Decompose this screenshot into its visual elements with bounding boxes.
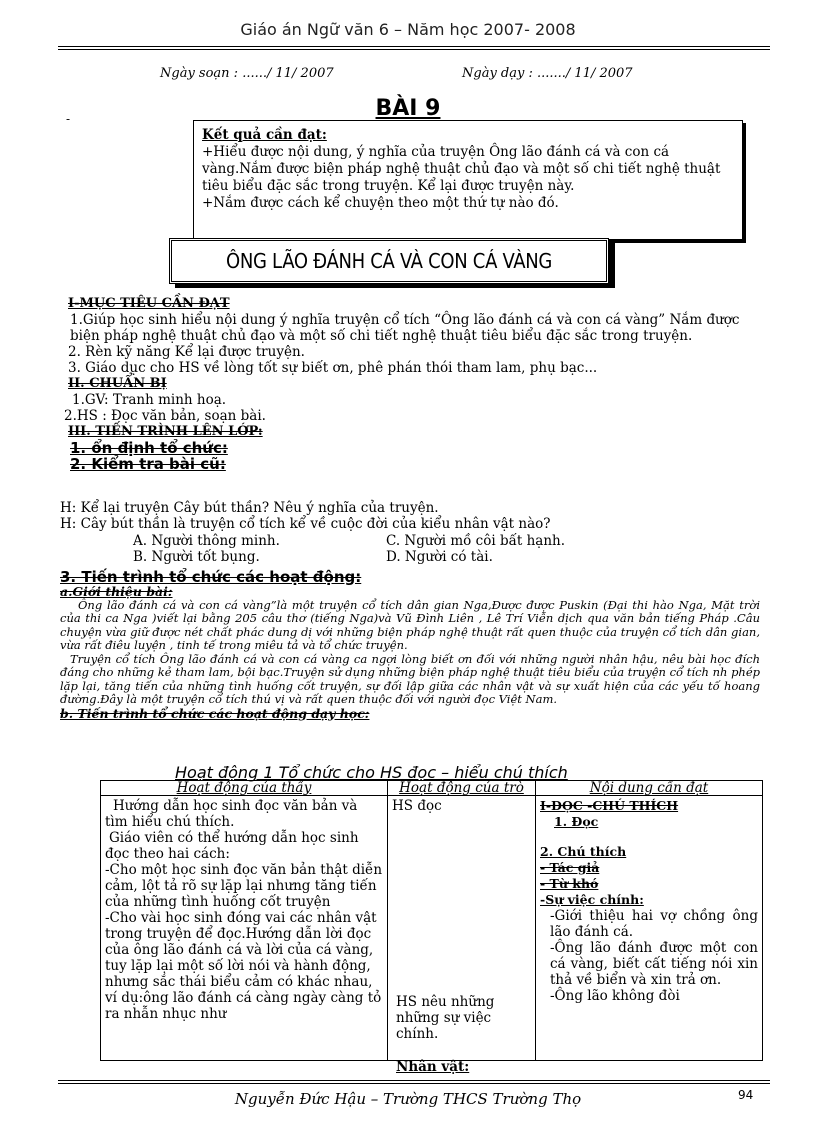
activities-heading: b. Tiến trình tổ chức các hoạt động dạy học: [60, 705, 370, 721]
story-title-box [169, 238, 609, 284]
prep-teacher: 1.GV: Tranh minh hoạ. [72, 392, 227, 408]
objective-2: 2. Rèn kỹ năng Kể lại được truyện. [68, 344, 305, 360]
student-line-1: HS đọc [392, 798, 442, 814]
header-rule [58, 46, 770, 47]
spacer [540, 830, 758, 844]
table-header-row [101, 781, 763, 796]
teacher-line: Hướng dẫn học sinh đọc văn bản và tìm hiểu chú thích. [105, 798, 358, 830]
content-heading-2: 2. Chú thích [540, 844, 627, 859]
learning-outcomes-box [193, 120, 743, 240]
content-heading-1: I-ĐỌC -CHÚ THÍCH [540, 798, 679, 813]
intro-heading: a.Giới thiệu bài: [60, 584, 173, 599]
footer-rule [58, 1080, 770, 1081]
event-3: -Ông lão không đòi [550, 988, 680, 1004]
stray-dash: - [66, 112, 71, 126]
question-1: H: Kể lại truyện Cây bút thần? Nêu ý nghĩa của truyện. [60, 500, 439, 516]
review-questions [60, 500, 760, 532]
col-header-content: Nội dung cần đạt [536, 781, 763, 796]
content-author: - Tác giả [540, 860, 600, 875]
objective-3: 3. Giáo dục cho HS về lòng tốt sự biết ơn, phê phán thói tham lam, phụ bạc... [68, 360, 598, 376]
content-vocab: - Từ khó [540, 876, 599, 891]
col-header-student: Hoạt động của trò [388, 781, 536, 796]
page-header: Giáo án Ngữ văn 6 – Năm học 2007- 2008 [240, 20, 576, 39]
question-2: H: Cây bút thần là truyện cổ tích kể về cuộc đời của kiểu nhân vật nào? [60, 516, 551, 532]
student-line-2: HS nêu những những sự việc chính. [396, 994, 495, 1042]
step-3: 3. Tiến trình tổ chức các hoạt động: [60, 568, 362, 586]
intro-para-1: Ông lão đánh cá và con cá vàng”là một truyện cổ tích dân gian Nga,Được được Puskin (Đại thi hào Nga, Mặt trời của thi ca Nga )viết lại bằng 205 câu thơ (tiếng Nga)và Vũ Đình Liên , Lê Trí Viễn dịch qua văn bản tiếng Pháp .Câu chuyện vừa giữ được nét chất phác dung dị với những biện pháp nghệ thuật rất quen thuộc của truyện cổ tích dân gian, vừa rất điêu luyện , tinh tế trong miêu tả và tổ chức truyện. [60, 597, 760, 652]
content-cell [536, 796, 763, 1061]
teacher-line: Giáo viên có thể hướng dẫn học sinh đọc theo hai cách: [105, 830, 359, 862]
footer-author: Nguyễn Đức Hậu – Trường THCS Trường Thọ [234, 1090, 582, 1108]
section-objectives [64, 296, 758, 473]
table-row [101, 796, 763, 1061]
option-d: D. Người có tài. [386, 549, 493, 565]
step-2: 2. Kiểm tra bài cũ: [70, 455, 226, 473]
story-title: ÔNG LÃO ĐÁNH CÁ VÀ CON CÁ VÀNG [225, 249, 553, 273]
date-prepared: Ngày soạn : ....../ 11/ 2007 [160, 66, 334, 81]
outcome-2: +Nắm được cách kể chuyện theo một thứ tự nào đó. [202, 195, 559, 211]
content-read: 1. Đọc [554, 814, 599, 829]
option-a: A. Người thông minh. [133, 533, 280, 549]
objectives-heading: I-MỤC TIÊU CẦN ĐẠT [68, 296, 230, 311]
teacher-cell [101, 796, 388, 1061]
activity-1-title: Hoạt động 1 Tổ chức cho HS đọc – hiểu chú thích [175, 763, 568, 782]
footer-rule-2 [58, 1083, 770, 1084]
event-2: -Ông lão đánh được một con cá vàng, biết cất tiếng nói xin thả về biển và xin trả ơn. [550, 940, 758, 988]
student-cell [388, 796, 536, 1075]
header-rule-2 [58, 49, 770, 50]
objective-1: 1.Giúp học sinh hiểu nội dung ý nghĩa truyện cổ tích “Ông lão đánh cá và con cá vàng” Nắm được biện pháp nghệ thuật chủ đạo và một số chi tiết nghệ thuật tiêu biểu đặc sắc trong truyện. [70, 312, 740, 344]
student-line-3: Nhân vật: [396, 1059, 470, 1075]
step-1: 1. ổn định tổ chức: [70, 439, 228, 457]
teacher-line: -Cho vài học sinh đóng vai các nhân vật trong truyện để đọc.Hướng dẫn lời đọc của ông lão đánh cá và lời của cá vàng, tuy lặp lại một số lời nói và hành động, nhưng sắc thái biểu cảm có khác nhau, ví dụ:ông lão đánh cá càng ngày càng tỏ ra nhẫn nhục như [105, 910, 382, 1022]
lesson-number: BÀI 9 [375, 96, 441, 121]
procedure-heading: III. TIẾN TRÌNH LÊN LỚP: [68, 424, 263, 439]
option-b: B. Người tốt bụng. [133, 549, 260, 565]
date-taught: Ngày dạy : ......./ 11/ 2007 [462, 66, 633, 81]
page-number: 94 [738, 1088, 754, 1102]
activity-table [100, 780, 763, 1075]
option-c: C. Người mồ côi bất hạnh. [386, 533, 566, 549]
outcomes-title: Kết quả cần đạt: [202, 127, 327, 143]
intro-section [60, 585, 760, 720]
intro-para-2: Truyện cổ tích Ông lão đánh cá và con cá vàng ca ngợi lòng biết ơn đối với những người nhân hậu, nêu bài học đích đáng cho những kẻ tham lam, bội bạc.Truyện sử dụng những biện pháp nghệ thuật tiêu biểu của truyện cổ tích nh phép lặp lại, tăng tiến của những tình huống cốt truyện, sự đối lập giữa các nhân vật và sự xuất hiện của các yếu tố hoang đường.Đây là một truyện cổ tích thú vị và rất quen thuộc đối với người đọc Việt Nam. [60, 651, 760, 706]
col-header-teacher: Hoạt động của thầy [101, 781, 388, 796]
outcome-1: +Hiểu được nội dung, ý nghĩa của truyện Ông lão đánh cá và con cá vàng.Nắm được biện pháp nghệ thuật chủ đạo và một số chi tiết nghệ thuật tiêu biểu đặc sắc trong truyện. Kể lại được truyện này. [202, 144, 721, 194]
preparation-heading: II. CHUẨN BỊ [68, 376, 167, 391]
content-events: -Sự việc chính: [540, 892, 644, 907]
teacher-line: -Cho một học sinh đọc văn bản thật diễn cảm, lột tả rõ sự lặp lại nhưng tăng tiến của những tình huống cốt truyện [105, 862, 383, 910]
event-1: -Giới thiệu hai vợ chồng ông lão đánh cá. [550, 908, 758, 940]
prep-student: 2.HS : Đọc văn bản, soạn bài. [64, 408, 266, 424]
